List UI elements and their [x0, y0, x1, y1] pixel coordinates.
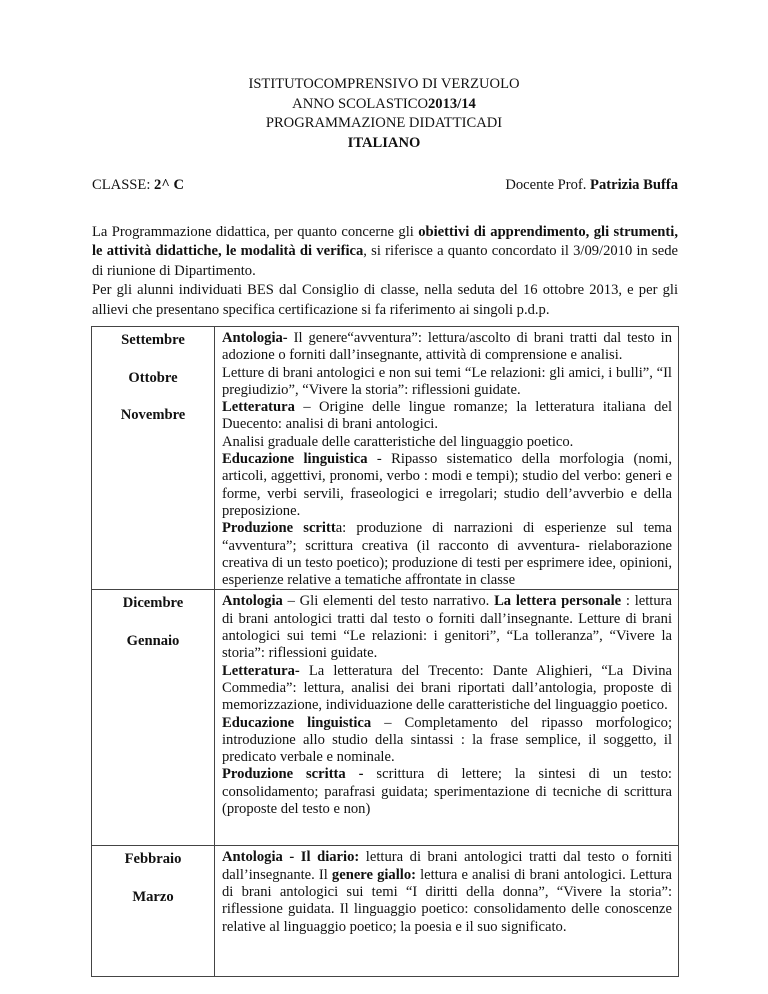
intro-text	[92, 223, 678, 320]
content-paragraph: Educazione linguistica - Ripasso sistematico della morfologia (nomi, articoli, aggettivi, pronomi, verbo : modi e tempi); studio del verbo: generi e forme, verbi servili, fraseologici e irregolari; studio dell’avverbio e della preposizione.	[222, 451, 673, 519]
month-label: Gennaio	[126, 632, 180, 649]
month-label: Dicembre	[122, 595, 184, 612]
table-row	[92, 590, 679, 846]
content-paragraph: Letture di brani antologici e non sui temi “Le relazioni: gli amici, i bulli”, “Il pregiudizio”, “Vivere la storia”: riflessioni guidate.	[222, 364, 672, 398]
months-cell	[92, 590, 215, 846]
document-title: PROGRAMMAZIONE DIDATTICADI	[265, 115, 503, 131]
month-label: Settembre	[121, 332, 185, 348]
school-year-value: 2013/14	[427, 95, 476, 112]
months-cell	[92, 846, 215, 977]
document-header	[0, 75, 768, 153]
content-paragraph: Antologia - Il diario: lettura di brani antologici tratti dal testo o forniti dall’insegnante. Il genere giallo: lettura e analisi di brani antologici. Lettura di brani antologici sui temi “I diritti della donna”, “Vivere la storia”: riflessione guidata. Il linguaggio poetico: consolidamento delle conoscenze relative al linguaggio poetico; la poesia e il suo significato.	[222, 849, 673, 935]
month-label: Febbraio	[124, 851, 182, 868]
teacher-name: Patrizia Buffa	[590, 177, 678, 193]
content-paragraph: Educazione linguistica – Completamento del ripasso morfologico; introduzione allo studio della sintassi : la frase semplice, il soggetto, il predicato verbale e nominale.	[222, 714, 673, 766]
content-paragraph: Antologia – Gli elementi del testo narrativo. La lettera personale : lettura di brani antologici tratti dal testo o forniti dall’insegnante. Letture di brani antologici sui temi “Le relazioni: i genitori”, “La tolleranza”, “Vivere la storia”: riflessioni guidate.	[222, 593, 672, 662]
months-cell	[92, 327, 215, 590]
content-cell	[215, 590, 679, 846]
content-paragraph: Letteratura- La letteratura del Trecento: Dante Alighieri, “La Divina Commedia”: lettura, analisi dei brani riportati dall’antologia, proposte di memorizzazione, individuazione delle caratteristiche del linguaggio poetico.	[222, 662, 672, 714]
content-paragraph: Produzione scritta: produzione di narrazioni di esperienze sul tema “avventura”; scrittura creativa (il racconto di avventura- rielaborazione creativa di un testo poetico); produzione di testi per esprimere idee, opinioni, esperienze relative a tematiche affrontate in classe	[222, 520, 673, 589]
class-value: 2^ C	[154, 177, 185, 193]
content-paragraph: Analisi graduale delle caratteristiche del linguaggio poetico.	[222, 433, 574, 450]
month-label: Ottobre	[128, 369, 178, 386]
intro-paragraph-2: Per gli alunni individuati BES dal Consiglio di classe, nella seduta del 16 ottobre 2013, e per gli allievi che presentano specifica certificazione si fa riferimento ai singoli p.d.p.	[92, 282, 678, 318]
table-row	[92, 846, 679, 977]
school-name: ISTITUTOCOMPRENSIVO DI VERZUOLO	[248, 76, 520, 92]
meta-row	[92, 177, 678, 197]
table-row	[92, 327, 679, 590]
content-paragraph: Antologia- Il genere“avventura”: lettura/ascolto di brani tratti dal testo in adozione o forniti dall’insegnante, attività di comprensione e analisi.	[222, 330, 672, 364]
content-paragraph: Produzione scritta - scrittura di lettere; la sintesi di un testo: consolidamento; parafrasi guidata; sperimentazione di tecniche di scrittura (proposte del testo e non)	[222, 766, 672, 818]
school-year: ANNO SCOLASTICO2013/14	[292, 95, 476, 112]
content-cell	[215, 846, 679, 977]
month-label: Marzo	[132, 888, 174, 905]
teacher-info: Docente Prof. Patrizia Buffa	[505, 177, 678, 193]
program-table	[91, 326, 679, 977]
content-paragraph: Letteratura – Origine delle lingue romanze; la letteratura italiana del Duecento: analisi di brani antologici.	[222, 399, 672, 433]
content-cell	[215, 327, 679, 590]
subject-title: ITALIANO	[347, 134, 421, 151]
class-info: CLASSE: 2^ C	[92, 177, 185, 193]
intro-paragraph-1: La Programmazione didattica, per quanto concerne gli obiettivi di apprendimento, gli strumenti, le attività didattiche, le modalità di verifica, si riferisce a quanto concordato il 3/09/2010 in sede di riunione di Dipartimento.	[92, 224, 678, 279]
month-label: Novembre	[120, 407, 186, 423]
